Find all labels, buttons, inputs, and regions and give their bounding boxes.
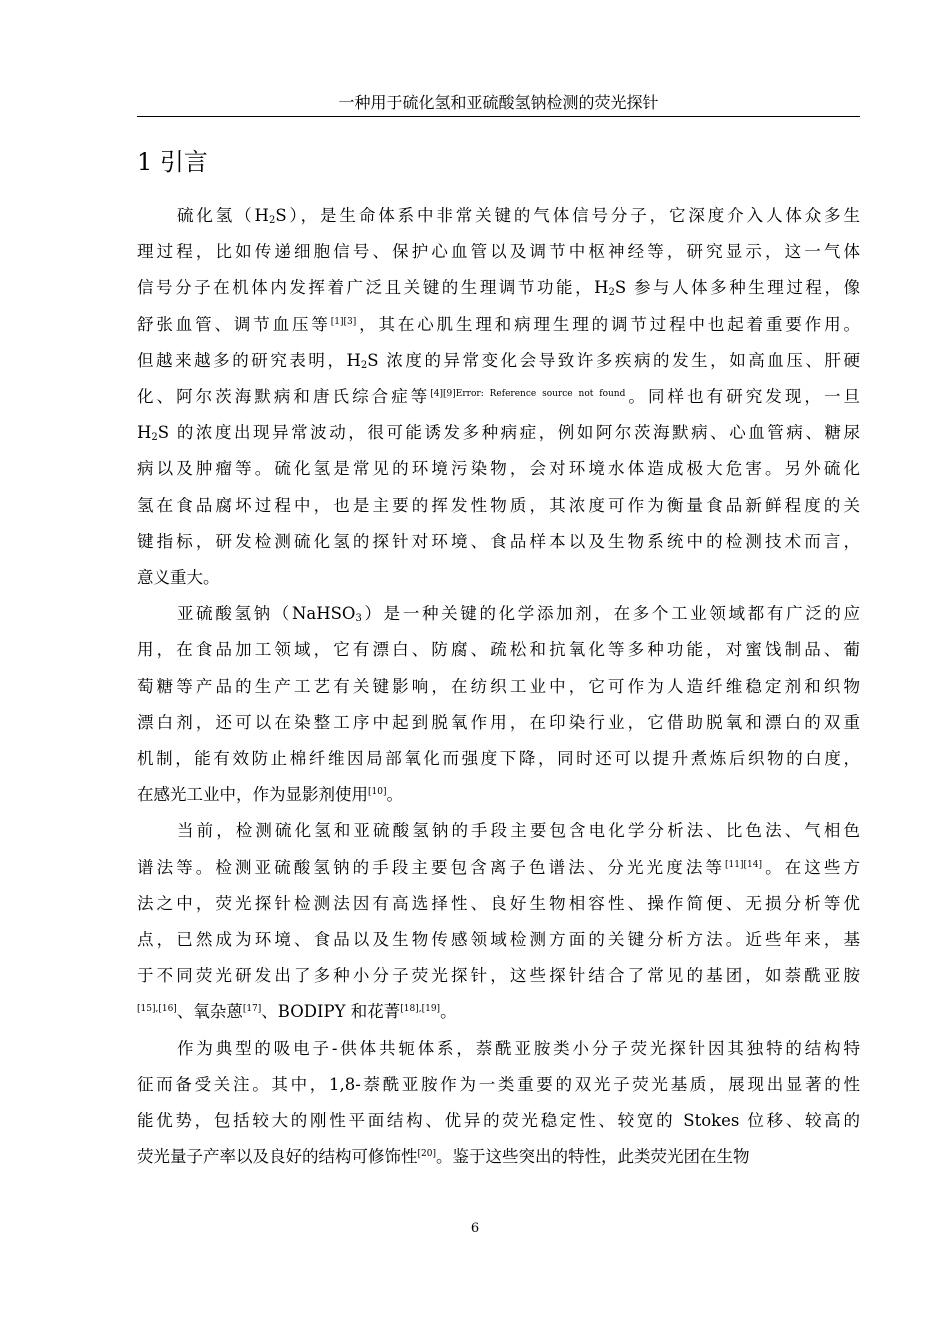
citation-ref: [15],[16]	[137, 1004, 177, 1015]
header-rule	[137, 116, 860, 117]
text-line: 意义重大。	[137, 568, 220, 588]
text-line: 能优势，包括较大的刚性平面结构、优异的荧光稳定性、较宽的 Stokes 位移、较高的	[137, 1111, 860, 1131]
text-line: 信号分子在机体内发挥着广泛且关键的生理调节功能，$H_2S$ 参与人体多种生理过程，像	[137, 278, 860, 299]
body-text	[137, 198, 860, 1175]
text-line: 法之中，荧光探针检测法因有高选择性、良好生物相容性、操作简便、无损分析等优	[137, 893, 860, 913]
text-line: 键指标，研发检测硫化氢的探针对环境、食品样本以及生物系统中的检测技术而言，	[137, 531, 860, 551]
text-line: 征而备受关注。其中，1,8-萘酰亚胺作为一类重要的双光子荧光基质，展现出显著的性	[137, 1074, 860, 1094]
paragraph	[137, 1031, 860, 1176]
text-line: 舒张血管、调节血压等[1][3]，其在心肌生理和病理生理的调节过程中也起着重要作用。	[137, 314, 860, 334]
text-line: 但越来越多的研究表明，$H_2S$ 浓度的异常变化会导致许多疾病的发生，如高血压、肝硬	[137, 350, 860, 371]
text-line: 当前，检测硫化氢和亚硫酸氢钠的手段主要包含电化学分析法、比色法、气相色	[177, 821, 860, 841]
text-line: 点，已然成为环境、食品以及生物传感领域检测方面的关键分析方法。近些年来，基	[137, 930, 860, 950]
citation-ref: [17]	[242, 1004, 262, 1015]
section-title: 引言	[159, 148, 208, 176]
citation-ref: [10]	[368, 787, 387, 798]
text-line: 氢在食品腐坏过程中，也是主要的挥发性物质，其浓度可作为衡量食品新鲜程度的关	[137, 495, 860, 515]
subscript: 2	[151, 432, 158, 444]
text-line: 机制，能有效防止棉纤维因局部氧化而强度下降，同时还可以提升煮炼后织物的白度，	[137, 749, 860, 769]
paragraph	[137, 198, 860, 596]
text-line: 病以及肿瘤等。硫化氢是常见的环境污染物，会对环境水体造成极大危害。另外硫化	[137, 459, 860, 479]
text-line: 硫化氢$(H_2S)$，是生命体系中非常关键的气体信号分子，它深度介入人体众多生	[177, 206, 861, 226]
subscript: 2	[608, 287, 615, 299]
page-number: 6	[470, 1221, 480, 1236]
text-line: 作为典型的吸电子-供体共轭体系，萘酰亚胺类小分子荧光探针因其独特的结构特	[177, 1038, 860, 1058]
text-line: 于不同荧光研发出了多种小分子荧光探针，这些探针结合了常见的基团，如萘酰亚胺	[137, 966, 860, 986]
section-heading	[137, 144, 208, 180]
text-line: $H_2S$ 的浓度出现异常波动，很可能诱发多种病症，例如阿尔茨海默病、心血管病、糖尿	[137, 423, 860, 444]
citation-ref: [4][9]Error: Reference source not found	[430, 389, 626, 400]
text-line: 在感光工业中，作为显影剂使用[10]。	[137, 785, 403, 805]
text-line: [15],[16]、氧杂蒽[17]、BODIPY 和花菁[18],[19]。	[137, 1002, 457, 1022]
subscript: 3	[355, 613, 362, 625]
running-header: 一种用于硫化氢和亚硫酸氢钠检测的荧光探针	[338, 93, 659, 112]
citation-ref: [1][3]	[330, 316, 357, 327]
subscript: 2	[360, 359, 368, 371]
text-line: 谱法等。检测亚硫酸氢钠的手段主要包含离子色谱法、分光光度法等[11][14]。在这些方	[137, 857, 861, 877]
text-line: 萄糖等产品的生产工艺有关键影响，在纺织工业中，它可作为人造纤维稳定剂和织物	[137, 676, 860, 696]
text-line: 荧光量子产率以及良好的结构可修饰性[20]。鉴于这些突出的特性，此类荧光团在生物	[137, 1147, 750, 1167]
paragraph	[137, 813, 860, 1030]
paragraph	[137, 596, 860, 813]
text-line: 化、阿尔茨海默病和唐氏综合症等$^{[4][9]Error: Reference source not found}$。同样也有研究发现，一旦	[137, 387, 861, 407]
text-line: 漂白剂，还可以在染整工序中起到脱氧作用，在印染行业，它借助脱氧和漂白的双重	[137, 712, 860, 732]
text-line: 理过程，比如传递细胞信号、保护心血管以及调节中枢神经等，研究显示，这一气体	[137, 242, 860, 262]
text-line: 用，在食品加工领域，它有漂白、防腐、疏松和抗氧化等多种功能，对蜜饯制品、葡	[137, 640, 860, 660]
citation-ref: [18],[19]	[400, 1004, 441, 1015]
section-number: 1	[137, 148, 153, 176]
subscript: 2	[268, 215, 276, 226]
text-line: 亚硫酸氢钠（NaHSO$_3$）是一种关键的化学添加剂，在多个工业领域都有广泛的应	[177, 604, 861, 625]
citation-ref: [20]	[417, 1149, 436, 1160]
citation-ref: [11][14]	[725, 859, 762, 870]
